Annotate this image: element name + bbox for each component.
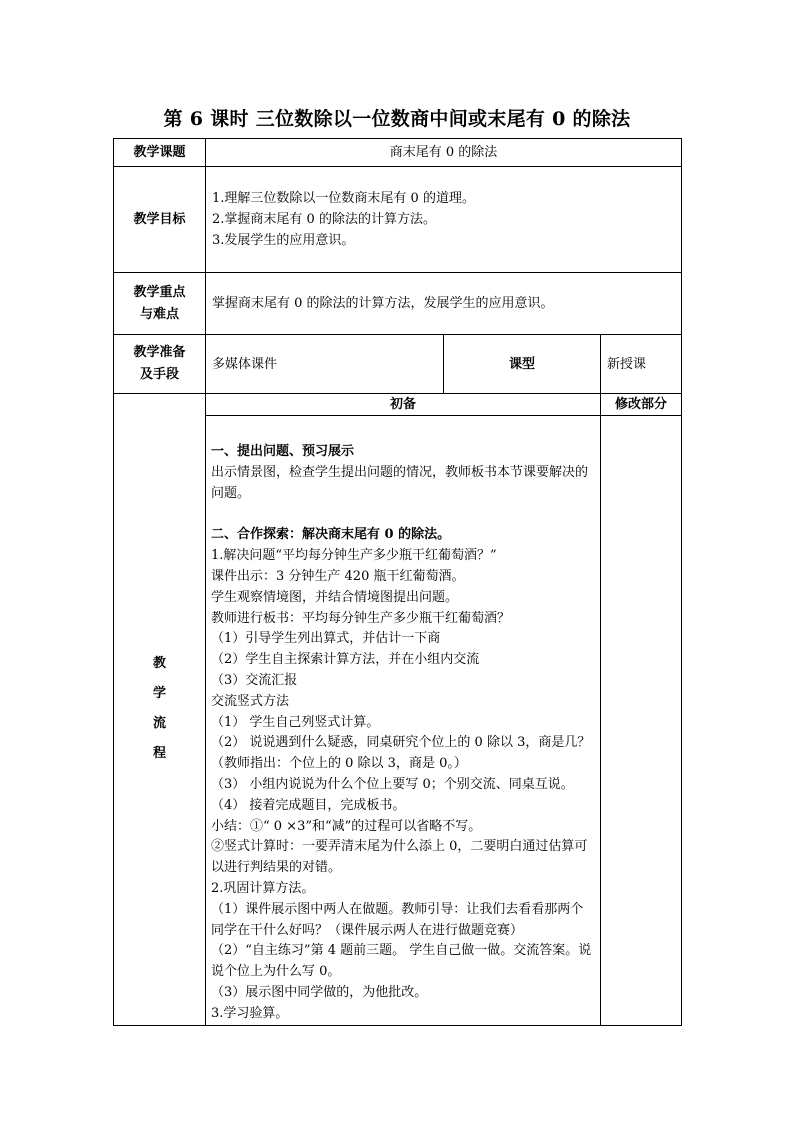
topic-label: 教学课题 <box>114 139 206 167</box>
flow-line: 3.学习验算。 <box>211 1005 289 1021</box>
page-title: 第 6 课时 三位数除以一位数商中间或末尾有 0 的除法 <box>163 108 631 130</box>
flow-line: （1）课件展示图中两人在做题。教师引导：让我们去看看那两个同学在干什么好吗？（课件展示两人在进行做题竞赛） <box>211 901 584 938</box>
revise-content <box>601 416 682 1026</box>
draft-content <box>206 416 601 1026</box>
flow-line: 教师进行板书：平均每分钟生产多少瓶干红葡萄酒？ <box>211 610 511 626</box>
flow-line: （2）学生自主探索计算方法，并在小组内交流 <box>211 652 480 668</box>
lesson-type-label: 课型 <box>444 335 601 394</box>
topic-row <box>114 139 682 167</box>
process-label <box>114 394 206 1026</box>
flow-line: （1）引导学生列出算式，并估计一下商 <box>211 631 441 647</box>
lesson-type-value: 新授课 <box>601 335 682 394</box>
prep-row <box>114 335 682 394</box>
prep-label-line: 教学准备 <box>133 345 186 360</box>
key-points-row <box>114 273 682 335</box>
section-heading: 一、提出问题、预习展示 <box>211 444 355 459</box>
flow-line: 2.巩固计算方法。 <box>211 880 315 896</box>
flow-line: 出示情景图，检查学生提出问题的情况，教师板书本节课要解决的问题。 <box>211 464 589 501</box>
prep-value: 多媒体课件 <box>206 335 444 394</box>
flow-line: （3）展示图中同学做的，为他批改。 <box>211 984 428 1000</box>
spacer <box>211 504 596 525</box>
goals-row <box>114 167 682 273</box>
process-label-char: 教 <box>152 656 166 672</box>
prep-label-line: 及手段 <box>139 367 179 382</box>
flow-line: （1） 学生自己列竖式计算。 <box>211 714 380 730</box>
flow-line: （3） 小组内说说为什么个位上要写 0；个别交流、同桌互说。 <box>211 776 574 792</box>
draft-header: 初备 <box>206 394 601 416</box>
key-points-value: 掌握商末尾有 0 的除法的计算方法，发展学生的应用意识。 <box>206 273 682 335</box>
topic-value: 商末尾有 0 的除法 <box>206 139 682 167</box>
process-label-char: 学 <box>152 686 166 702</box>
flow-line: （2）“自主练习”第 4 题前三题。 学生自己做一做。交流答案。说说个位上为什么写 0。 <box>211 943 592 980</box>
goal-item: 3.发展学生的应用意识。 <box>212 233 355 248</box>
process-label-char: 流 <box>152 716 166 732</box>
flow-line: 课件出示：3 分钟生产 420 瓶干红葡萄酒。 <box>211 568 465 584</box>
key-points-label-line: 与难点 <box>139 306 179 322</box>
process-header-row <box>114 394 682 416</box>
goal-item: 1.理解三位数除以一位数商末尾有 0 的道理。 <box>212 191 475 206</box>
section-heading: 二、合作探索：解决商末尾有 0 的除法。 <box>211 527 451 543</box>
flow-line: （3）交流汇报 <box>211 672 298 688</box>
revise-header: 修改部分 <box>601 394 682 416</box>
flow-line: （2） 说说遇到什么疑惑，同桌研究个位上的 0 除以 3，商是几？（教师指出：个位上的 0 除以 3，商是 0。） <box>211 735 591 772</box>
goals-label: 教学目标 <box>114 167 206 273</box>
flow-line: ②竖式计算时：一要弄清末尾为什么添上 0，二要明白通过估算可以进行判结果的对错。 <box>211 839 588 876</box>
key-points-label <box>114 273 206 335</box>
goal-item: 2.掌握商末尾有 0 的除法的计算方法。 <box>212 212 436 227</box>
process-label-char: 程 <box>152 746 166 762</box>
flow-line: 1.解决问题“平均每分钟生产多少瓶干红葡萄酒？” <box>211 548 497 564</box>
flow-line: 交流竖式方法 <box>211 693 290 709</box>
prep-label <box>114 335 206 394</box>
key-points-label-line: 教学重点 <box>133 284 186 300</box>
goals-list <box>206 167 682 273</box>
flow-line: 学生观察情境图，并结合情境图提出问题。 <box>211 589 459 605</box>
flow-line: 小结：①“ 0 ×3”和“减”的过程可以省略不写。 <box>211 818 482 834</box>
lesson-plan-table <box>113 138 682 1026</box>
flow-line: （4） 接着完成题目，完成板书。 <box>211 797 406 813</box>
